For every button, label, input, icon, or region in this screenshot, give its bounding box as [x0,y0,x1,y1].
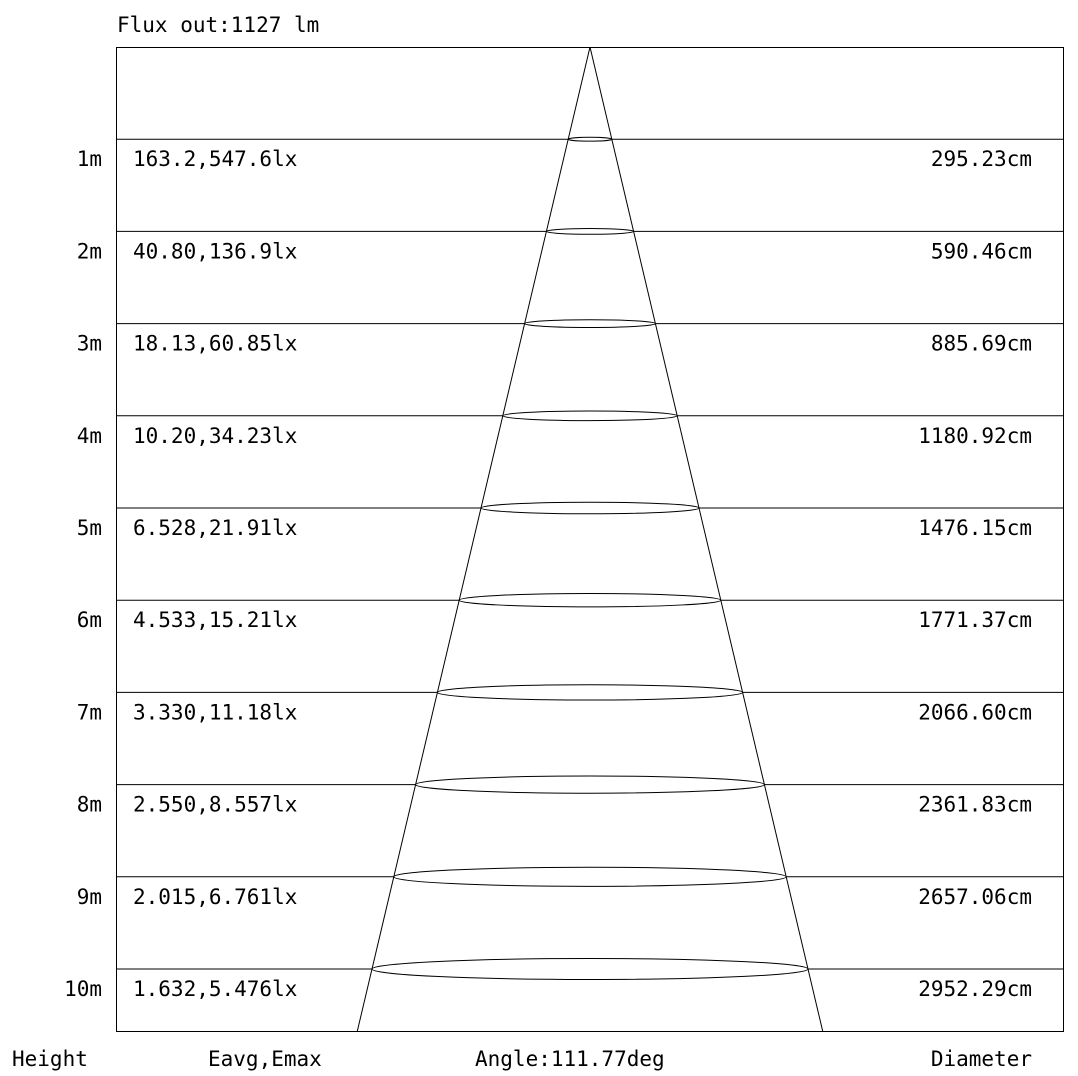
height-row [77,137,1063,171]
row-illuminance-value: 40.80,136.9lx [133,239,298,264]
beam-cross-section [437,685,742,700]
row-illuminance-value: 10.20,34.23lx [133,423,298,448]
beam-cross-section [372,959,808,980]
row-diameter-value: 2952.29cm [918,977,1032,1001]
beam-cross-section [394,867,786,886]
row-diameter-value: 1771.37cm [918,608,1032,633]
diameter-column-label: Diameter [930,1047,1032,1071]
height-row [64,959,1063,1002]
row-diameter-value: 885.69cm [930,331,1032,356]
row-height-label: 4m [76,423,102,448]
height-row [77,229,1063,264]
row-height-label: 5m [76,516,102,540]
row-illuminance-value: 6.528,21.91lx [133,516,298,540]
height-row [77,776,1063,817]
beam-cone [357,47,822,1031]
row-height-label: 3m [76,331,102,356]
row-height-label: 7m [76,700,102,725]
row-illuminance-value: 3.330,11.18lx [133,700,298,725]
row-diameter-value: 1180.92cm [918,423,1032,448]
height-row [77,411,1063,448]
row-height-label: 6m [76,608,102,633]
beam-cone-left-edge [357,47,590,1031]
row-illuminance-value: 18.13,60.85lx [133,331,298,356]
height-row [77,320,1063,356]
row-diameter-value: 590.46cm [930,239,1032,264]
row-height-label: 8m [76,792,102,817]
height-rows [64,137,1063,1001]
row-diameter-value: 1476.15cm [918,516,1032,540]
row-height-label: 1m [76,147,102,172]
row-illuminance-value: 1.632,5.476lx [133,977,298,1001]
row-height-label: 9m [76,884,102,909]
row-height-label: 2m [76,239,102,264]
beam-angle-label: Angle:111.77deg [475,1047,665,1071]
row-height-label: 10m [64,977,102,1001]
beam-cross-section [546,229,633,235]
row-illuminance-value: 2.550,8.557lx [133,792,298,817]
row-diameter-value: 2657.06cm [918,884,1032,909]
beam-cone-right-edge [590,47,823,1031]
height-row [77,867,1063,909]
row-diameter-value: 2066.60cm [918,700,1032,725]
eavg-emax-column-label: Eavg,Emax [208,1047,322,1071]
beam-cross-section [503,411,677,421]
beam-cross-section [416,776,765,793]
beam-cross-section [459,594,721,607]
row-illuminance-value: 2.015,6.761lx [133,884,298,909]
row-illuminance-value: 4.533,15.21lx [133,608,298,633]
row-diameter-value: 2361.83cm [918,792,1032,817]
height-row [77,685,1063,725]
row-diameter-value: 295.23cm [930,147,1032,172]
beam-cross-section [568,137,612,141]
beam-cross-section [525,320,656,328]
beam-cross-section [481,502,699,514]
height-row [77,502,1063,540]
height-row [77,594,1063,633]
row-illuminance-value: 163.2,547.6lx [133,147,298,172]
height-column-label: Height [12,1047,88,1071]
flux-output-label: Flux out:1127 lm [117,13,320,37]
